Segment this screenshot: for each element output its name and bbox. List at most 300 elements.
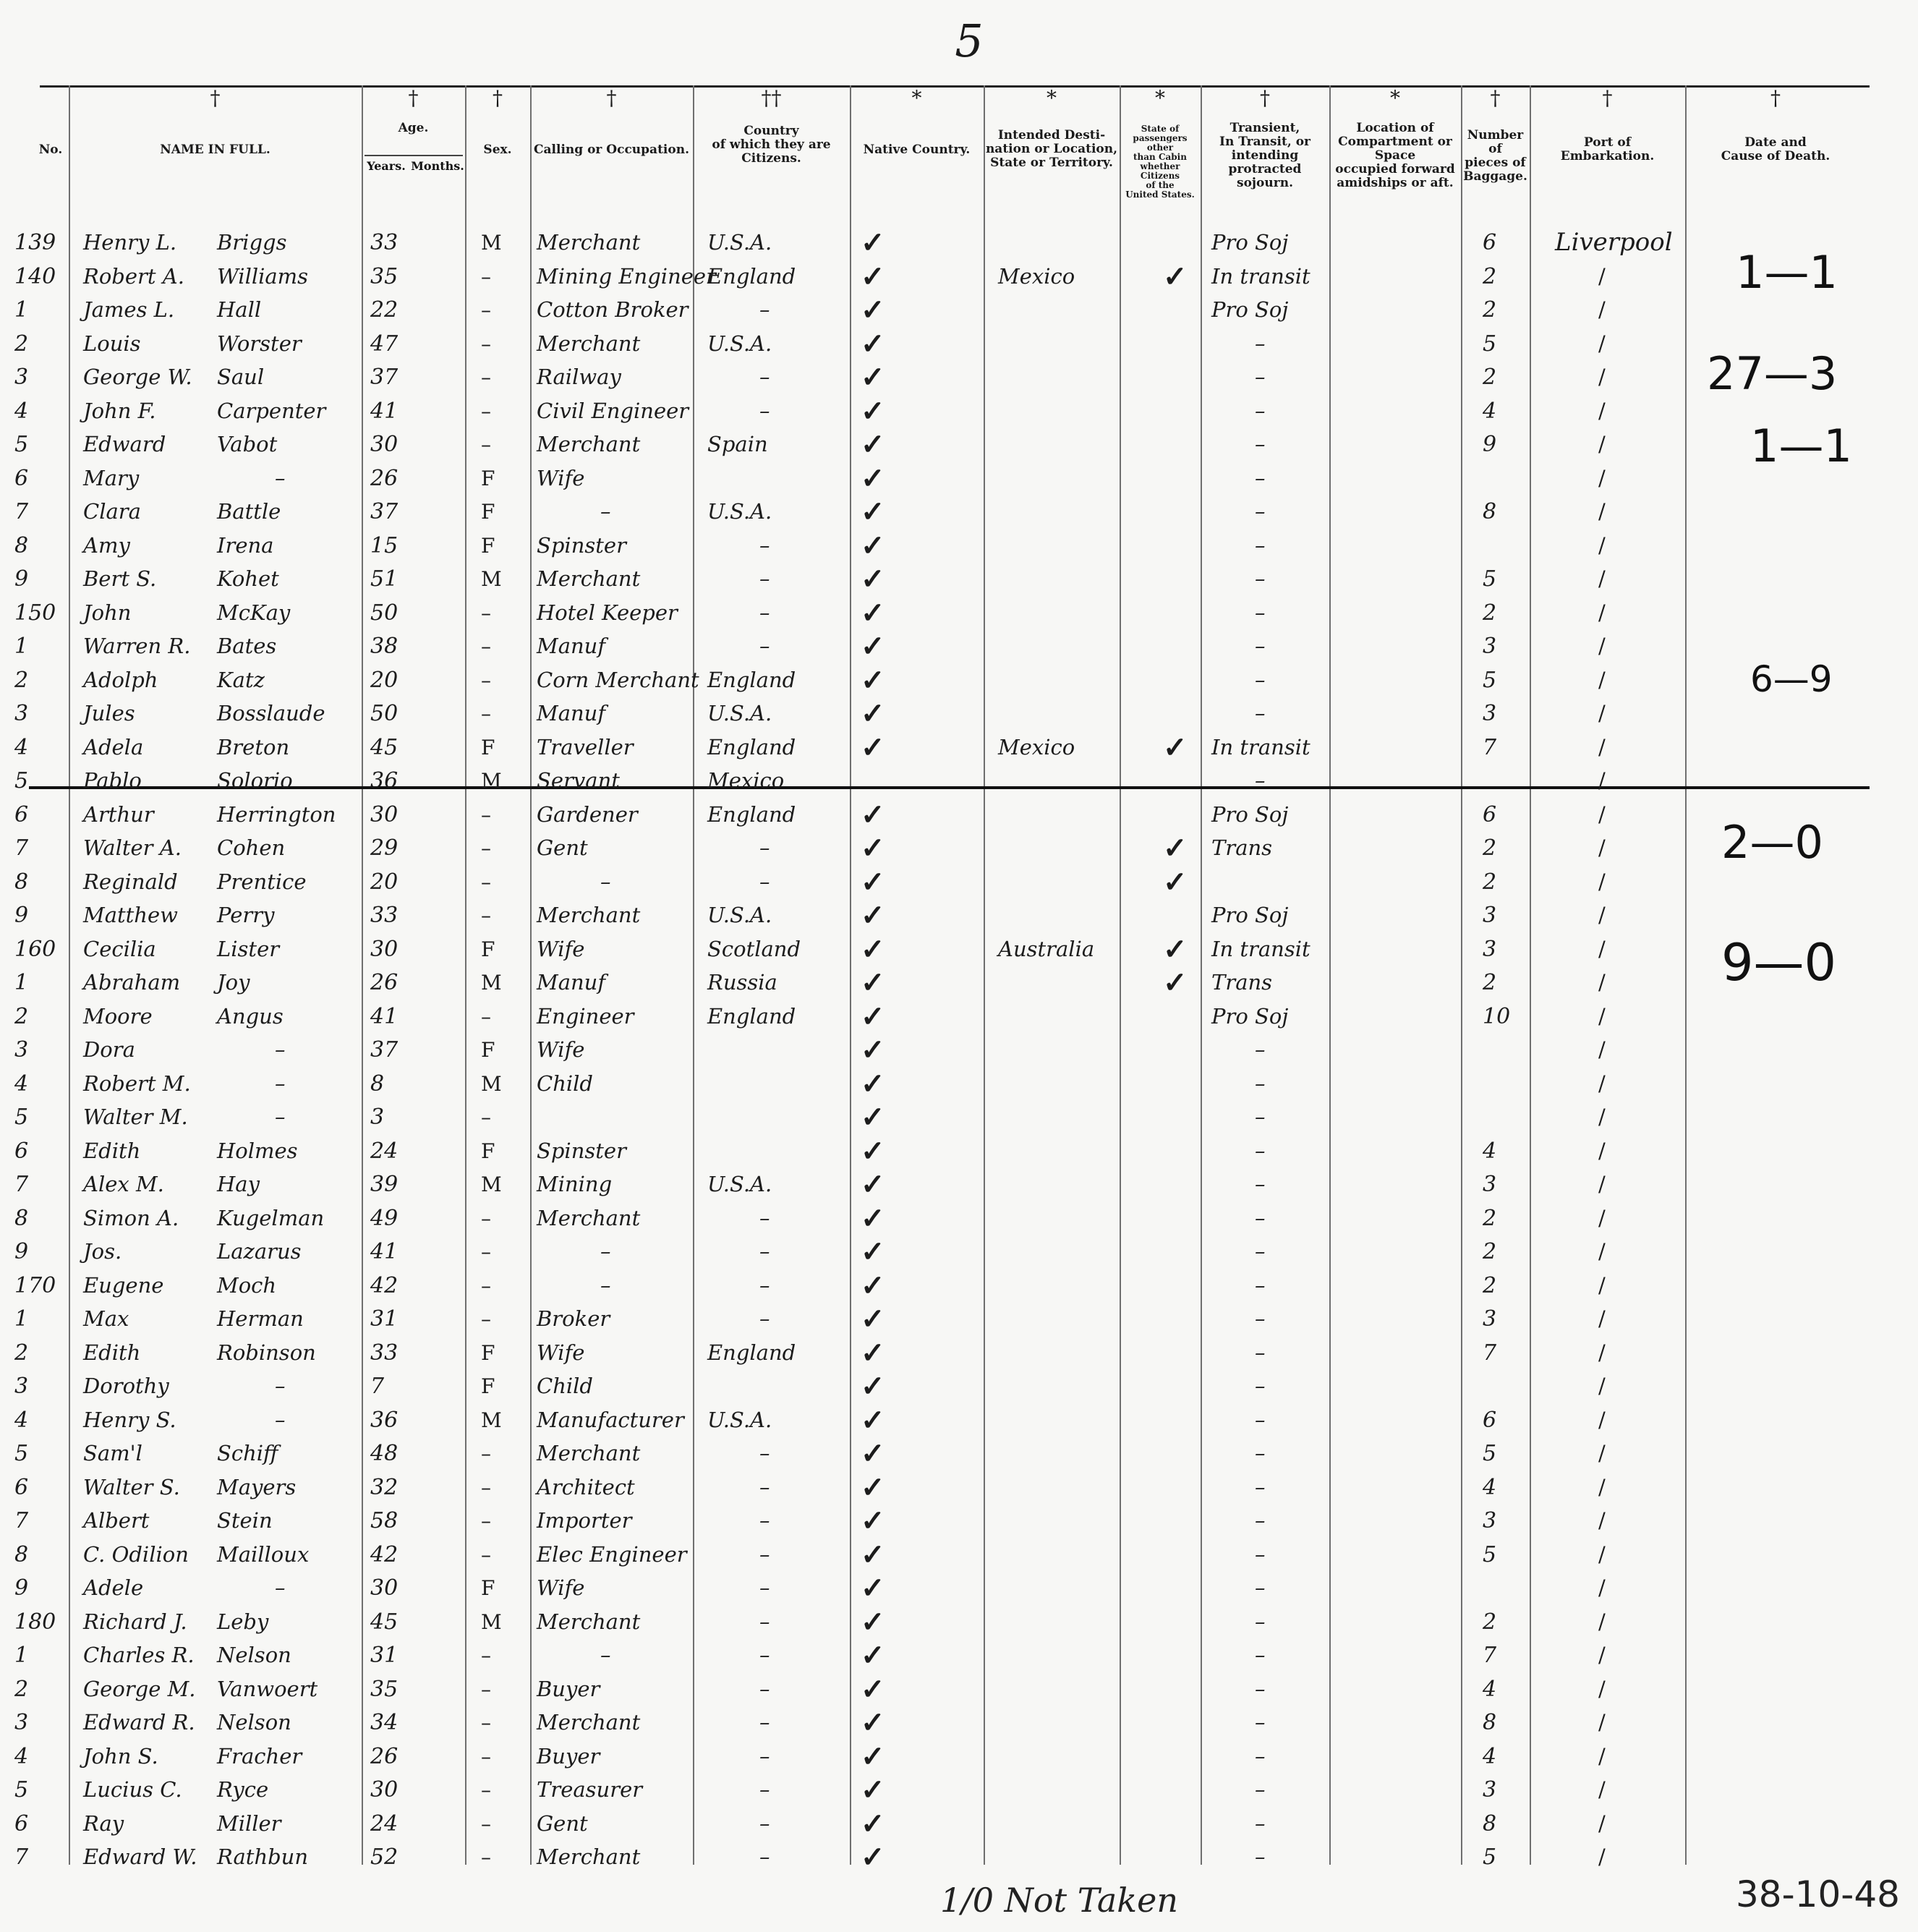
state-mark xyxy=(1163,1571,1199,1605)
native-country: ✓ xyxy=(861,1739,885,1774)
row-number: 8 xyxy=(14,532,29,558)
sex: – xyxy=(481,1744,491,1769)
native-country: ✓ xyxy=(861,1672,885,1706)
surname: Cohen xyxy=(217,835,286,860)
surname: Vanwoert xyxy=(217,1676,318,1701)
sex: – xyxy=(481,1677,491,1701)
native-country: ✓ xyxy=(861,326,885,361)
surname: Mailloux xyxy=(217,1541,310,1567)
citizenship: U.S.A. xyxy=(707,701,772,725)
baggage-count: 8 xyxy=(1483,1710,1497,1735)
citizenship: – xyxy=(759,1810,770,1836)
row-number: 140 xyxy=(14,263,56,289)
table-row xyxy=(0,865,1918,899)
destination xyxy=(998,1807,1117,1841)
age-years: 33 xyxy=(370,230,398,255)
baggage-count: 2 xyxy=(1483,600,1497,626)
baggage-count: 2 xyxy=(1483,869,1497,895)
destination xyxy=(998,1672,1117,1706)
state-mark xyxy=(1163,1302,1199,1336)
given-name: Lucius C. xyxy=(83,1777,182,1802)
state-mark xyxy=(1163,529,1199,563)
native-country: ✓ xyxy=(861,1335,885,1370)
sex: – xyxy=(481,264,491,289)
occupation: Buyer xyxy=(537,1676,600,1701)
given-name: Henry S. xyxy=(83,1407,176,1432)
table-row xyxy=(0,1840,1918,1874)
transient-status: – xyxy=(1255,331,1266,356)
baggage-count: 8 xyxy=(1483,499,1497,524)
surname: Leby xyxy=(217,1609,269,1634)
transient-status: – xyxy=(1255,398,1266,423)
destination: Mexico xyxy=(998,734,1075,759)
table-row xyxy=(0,1100,1918,1134)
occupation: Wife xyxy=(537,1340,585,1365)
row-number: 1 xyxy=(14,297,29,323)
footer-code: 38-10-48 xyxy=(1736,1873,1900,1915)
table-row xyxy=(0,1638,1918,1672)
given-name: Dorothy xyxy=(83,1374,169,1398)
given-name: C. Odilion xyxy=(83,1541,189,1567)
table-row xyxy=(0,1235,1918,1269)
sex: – xyxy=(481,1509,491,1533)
table-row xyxy=(0,1000,1918,1034)
table-row xyxy=(0,1336,1918,1370)
destination xyxy=(998,529,1117,563)
age-years: 50 xyxy=(370,701,398,726)
table-row xyxy=(0,1067,1918,1101)
row-number: 8 xyxy=(14,869,29,895)
header-baggage: † Number of pieces of Baggage. xyxy=(1463,86,1527,184)
surname: Robinson xyxy=(217,1340,316,1365)
given-name: Jules xyxy=(83,701,135,725)
sex: F xyxy=(481,533,495,558)
state-mark xyxy=(1163,1067,1199,1101)
given-name: Richard J. xyxy=(83,1609,187,1634)
baggage-count: 3 xyxy=(1483,1508,1497,1533)
table-row xyxy=(0,1437,1918,1471)
occupation: Gardener xyxy=(537,801,638,827)
citizenship: – xyxy=(759,1743,770,1769)
native-country: ✓ xyxy=(861,1437,885,1471)
state-mark xyxy=(1163,798,1199,832)
given-name: Ray xyxy=(83,1810,124,1836)
transient-status: Trans xyxy=(1211,835,1273,860)
row-number: 3 xyxy=(14,1374,29,1399)
state-mark xyxy=(1163,1840,1199,1874)
citizenship: – xyxy=(759,1272,770,1298)
given-name: Clara xyxy=(83,499,141,524)
transient-status: – xyxy=(1255,701,1266,725)
transient-status: – xyxy=(1255,1138,1266,1163)
table-row xyxy=(0,898,1918,932)
citizenship: England xyxy=(707,801,796,827)
row-number: 1 xyxy=(14,1306,29,1332)
citizenship: England xyxy=(707,1003,796,1029)
row-number: 5 xyxy=(14,1105,29,1130)
table-row xyxy=(0,327,1918,361)
transient-status: – xyxy=(1255,1306,1266,1331)
transient-status: – xyxy=(1255,1541,1266,1567)
port-of-embarkation: / xyxy=(1598,1340,1606,1365)
given-name: Arthur xyxy=(83,801,154,827)
given-name: John F. xyxy=(83,398,156,423)
surname: Williams xyxy=(217,263,309,289)
destination xyxy=(998,1538,1117,1572)
citizenship: – xyxy=(759,1575,770,1600)
baggage-count: 3 xyxy=(1483,1172,1497,1197)
state-mark xyxy=(1163,1605,1199,1639)
occupation: Merchant xyxy=(537,230,641,255)
transient-status: – xyxy=(1255,1508,1266,1533)
baggage-count: 7 xyxy=(1483,734,1497,760)
destination xyxy=(998,461,1117,495)
native-country: ✓ xyxy=(861,864,885,899)
given-name: Reginald xyxy=(83,869,178,894)
occupation: Spinster xyxy=(537,532,626,558)
sex: – xyxy=(481,600,491,625)
baggage-count: 3 xyxy=(1483,936,1497,962)
destination xyxy=(998,1336,1117,1370)
citizenship: – xyxy=(759,1777,770,1802)
given-name: Henry L. xyxy=(83,230,177,255)
age-years: 47 xyxy=(370,331,398,357)
baggage-count: 2 xyxy=(1483,1272,1497,1298)
header-age: † Age. xyxy=(398,86,429,135)
occupation: Merchant xyxy=(537,903,641,927)
port-of-embarkation: / xyxy=(1598,1810,1606,1836)
sex: – xyxy=(481,1105,491,1129)
baggage-count: 2 xyxy=(1483,297,1497,323)
sex: – xyxy=(481,1845,491,1869)
surname: – xyxy=(275,1105,286,1129)
surname: Mayers xyxy=(217,1474,297,1499)
native-country: ✓ xyxy=(861,932,885,966)
transient-status: – xyxy=(1255,1239,1266,1264)
table-row xyxy=(0,932,1918,966)
transient-status: In transit xyxy=(1211,263,1310,289)
surname: – xyxy=(275,1037,286,1062)
row-number: 5 xyxy=(14,432,29,457)
given-name: George M. xyxy=(83,1676,196,1701)
sex: F xyxy=(481,1576,495,1600)
citizenship: – xyxy=(759,532,770,558)
given-name: John xyxy=(83,600,132,625)
transient-status: Pro Soj xyxy=(1211,230,1289,255)
destination xyxy=(998,1840,1117,1874)
surname: Kohet xyxy=(217,566,279,591)
given-name: Charles R. xyxy=(83,1643,195,1667)
transient-status: Pro Soj xyxy=(1211,297,1289,322)
row-number: 5 xyxy=(14,1777,29,1803)
surname: – xyxy=(275,465,286,490)
transient-status: Pro Soj xyxy=(1211,1003,1289,1029)
given-name: Cecilia xyxy=(83,936,156,961)
transient-status: – xyxy=(1255,1810,1266,1836)
header-country: †† Country of which they are Citizens. xyxy=(712,86,831,166)
port-of-embarkation: / xyxy=(1598,1306,1606,1331)
occupation: Gent xyxy=(537,1810,588,1836)
header-name: † NAME IN FULL. xyxy=(160,86,270,157)
citizenship xyxy=(707,1369,848,1403)
citizenship: U.S.A. xyxy=(707,1407,772,1432)
transient-status: – xyxy=(1255,1205,1266,1230)
transient-status: – xyxy=(1255,634,1266,658)
destination xyxy=(998,1269,1117,1303)
surname: Vabot xyxy=(217,432,278,456)
baggage-count: 6 xyxy=(1483,1407,1497,1433)
age-years: 30 xyxy=(370,801,398,827)
given-name: John S. xyxy=(83,1743,158,1769)
citizenship: – xyxy=(759,1609,770,1634)
citizenship: – xyxy=(759,1541,770,1567)
transient-status: – xyxy=(1255,1374,1266,1398)
baggage-count: 3 xyxy=(1483,1306,1497,1332)
native-country: ✓ xyxy=(861,293,885,327)
surname: Briggs xyxy=(217,230,287,255)
row-number: 4 xyxy=(14,1743,29,1769)
transient-status: – xyxy=(1255,566,1266,591)
transient-status: – xyxy=(1255,1172,1266,1196)
transient-status: Trans xyxy=(1211,970,1273,995)
table-row xyxy=(0,966,1918,1000)
surname: Katz xyxy=(217,667,265,692)
baggage-count xyxy=(1483,1571,1526,1605)
state-mark xyxy=(1163,764,1199,798)
citizenship xyxy=(707,1033,848,1067)
row-number: 7 xyxy=(14,835,29,861)
native-country: ✓ xyxy=(861,1201,885,1235)
row-number: 6 xyxy=(14,1474,29,1500)
given-name: Moore xyxy=(83,1003,153,1029)
transient-status: In transit xyxy=(1211,936,1310,961)
occupation: – xyxy=(600,1272,611,1298)
age-years: 15 xyxy=(370,532,398,558)
occupation: Traveller xyxy=(537,734,634,759)
native-country: ✓ xyxy=(861,730,885,765)
occupation: Child xyxy=(537,1374,593,1398)
destination xyxy=(998,327,1117,361)
baggage-count: 2 xyxy=(1483,1239,1497,1264)
given-name: Bert S. xyxy=(83,566,157,591)
native-country: ✓ xyxy=(861,528,885,563)
destination xyxy=(998,798,1117,832)
port-of-embarkation: / xyxy=(1598,1609,1606,1634)
port-of-embarkation: / xyxy=(1598,398,1606,423)
sex: – xyxy=(481,668,491,692)
transient-status: – xyxy=(1255,499,1266,524)
given-name: Adolph xyxy=(83,667,158,692)
surname: Hay xyxy=(217,1172,260,1196)
margin-annotation: 6—9 xyxy=(1750,658,1833,700)
native-country: ✓ xyxy=(861,1537,885,1572)
transient-status: Pro Soj xyxy=(1211,801,1289,827)
baggage-count: 2 xyxy=(1483,263,1497,289)
port-of-embarkation: / xyxy=(1598,936,1606,961)
native-country: ✓ xyxy=(861,495,885,529)
transient-status: – xyxy=(1255,768,1266,793)
state-mark xyxy=(1163,1807,1199,1841)
age-years: 35 xyxy=(370,1676,398,1702)
sex: – xyxy=(481,903,491,927)
sex: – xyxy=(481,1711,491,1735)
row-number: 9 xyxy=(14,1239,29,1264)
native-country: ✓ xyxy=(861,1100,885,1134)
destination xyxy=(998,596,1117,630)
age-years: 24 xyxy=(370,1138,398,1164)
row-number: 2 xyxy=(14,1003,29,1029)
footer-note: 1/0 Not Taken xyxy=(940,1881,1178,1920)
state-mark xyxy=(1163,1235,1199,1269)
occupation: Spinster xyxy=(537,1138,626,1163)
occupation: Elec Engineer xyxy=(537,1541,687,1567)
port-of-embarkation: / xyxy=(1598,667,1606,692)
citizenship: – xyxy=(759,1205,770,1230)
table-row xyxy=(0,1134,1918,1168)
destination xyxy=(998,764,1117,798)
port-of-embarkation: / xyxy=(1598,1743,1606,1769)
port-of-embarkation: / xyxy=(1598,566,1606,591)
native-country: ✓ xyxy=(861,1268,885,1303)
port-of-embarkation: / xyxy=(1598,1037,1606,1062)
destination xyxy=(998,226,1117,260)
surname: Nelson xyxy=(217,1710,291,1735)
row-number: 9 xyxy=(14,566,29,592)
age-years: 7 xyxy=(370,1374,385,1399)
occupation: Wife xyxy=(537,1037,585,1062)
citizenship: U.S.A. xyxy=(707,230,772,255)
given-name: Abraham xyxy=(83,970,181,995)
destination xyxy=(998,1773,1117,1807)
port-of-embarkation: / xyxy=(1598,1474,1606,1499)
transient-status: – xyxy=(1255,1743,1266,1769)
header-age-months: Months. xyxy=(411,159,464,173)
given-name: Alex M. xyxy=(83,1172,164,1196)
transient-status: – xyxy=(1255,1643,1266,1667)
age-years: 52 xyxy=(370,1844,398,1870)
baggage-count: 2 xyxy=(1483,365,1497,390)
baggage-count: 3 xyxy=(1483,634,1497,659)
occupation: Buyer xyxy=(537,1743,600,1769)
native-country: ✓ xyxy=(861,663,885,697)
age-years: 3 xyxy=(370,1105,385,1130)
given-name: Albert xyxy=(83,1508,150,1533)
occupation: Child xyxy=(537,1071,593,1096)
port-of-embarkation: / xyxy=(1598,869,1606,894)
sex: M xyxy=(481,769,502,793)
sex: – xyxy=(481,836,491,860)
given-name: Mary xyxy=(83,465,140,490)
destination xyxy=(998,1369,1117,1403)
baggage-count: 7 xyxy=(1483,1340,1497,1366)
row-number: 5 xyxy=(14,768,29,793)
destination xyxy=(998,1740,1117,1774)
sex: F xyxy=(481,937,495,961)
surname: McKay xyxy=(217,600,291,625)
header-sex: † Sex. xyxy=(483,86,512,157)
row-number: 8 xyxy=(14,1205,29,1231)
age-years: 20 xyxy=(370,667,398,693)
baggage-count xyxy=(1483,764,1526,798)
citizenship: U.S.A. xyxy=(707,331,772,356)
row-number: 1 xyxy=(14,1643,29,1668)
destination xyxy=(998,1067,1117,1101)
surname: Bosslaude xyxy=(217,701,325,725)
transient-status: – xyxy=(1255,1710,1266,1735)
port-of-embarkation: / xyxy=(1598,1575,1606,1600)
occupation: Cotton Broker xyxy=(537,297,689,322)
given-name: Eugene xyxy=(83,1272,164,1298)
state-mark xyxy=(1163,1167,1199,1201)
sex: – xyxy=(481,433,491,456)
occupation: Broker xyxy=(537,1306,610,1331)
citizenship: Spain xyxy=(707,432,768,456)
age-years: 32 xyxy=(370,1474,398,1500)
native-country: ✓ xyxy=(861,1066,885,1101)
baggage-count: 4 xyxy=(1483,1474,1497,1500)
table-row xyxy=(0,1504,1918,1538)
page-number: 5 xyxy=(955,14,984,67)
surname: – xyxy=(275,1374,286,1398)
destination xyxy=(998,1033,1117,1067)
given-name: Edward xyxy=(83,432,166,456)
occupation: Mining xyxy=(537,1172,613,1196)
citizenship: – xyxy=(759,566,770,591)
port-of-embarkation: / xyxy=(1598,768,1606,793)
port-of-embarkation: / xyxy=(1598,1676,1606,1701)
row-number: 6 xyxy=(14,801,29,827)
row-number: 170 xyxy=(14,1272,56,1298)
port-of-embarkation: / xyxy=(1598,903,1606,927)
sex: M xyxy=(481,1071,502,1096)
given-name: Edward R. xyxy=(83,1710,195,1735)
header-transient: † Transient, In Transit, or intending protracted sojourn. xyxy=(1219,86,1310,190)
table-row xyxy=(0,1201,1918,1235)
port-of-embarkation: / xyxy=(1598,532,1606,558)
age-years: 38 xyxy=(370,634,398,659)
occupation: Wife xyxy=(537,465,585,490)
citizenship: Russia xyxy=(707,970,777,995)
occupation: Merchant xyxy=(537,1710,641,1735)
port-of-embarkation: / xyxy=(1598,1205,1606,1230)
native-country: ✓ xyxy=(861,562,885,596)
destination xyxy=(998,1201,1117,1235)
state-mark: ✓ xyxy=(1163,831,1188,865)
citizenship: U.S.A. xyxy=(707,903,772,927)
table-row xyxy=(0,293,1918,327)
table-row xyxy=(0,1538,1918,1572)
sex: – xyxy=(481,869,491,894)
given-name: James L. xyxy=(83,297,175,322)
row-number: 6 xyxy=(14,1810,29,1837)
state-mark xyxy=(1163,360,1199,394)
baggage-count: 4 xyxy=(1483,1743,1497,1769)
destination xyxy=(998,1437,1117,1471)
given-name: Edith xyxy=(83,1340,141,1365)
destination xyxy=(998,293,1117,327)
occupation: Mining Engineer xyxy=(537,263,716,289)
port-of-embarkation: / xyxy=(1598,1374,1606,1398)
destination xyxy=(998,1302,1117,1336)
baggage-count: 4 xyxy=(1483,398,1497,424)
baggage-count: 2 xyxy=(1483,1609,1497,1635)
table-row xyxy=(0,1269,1918,1303)
baggage-count: 5 xyxy=(1483,1541,1497,1567)
age-header-rule xyxy=(365,155,463,156)
sex: – xyxy=(481,1004,491,1029)
state-mark xyxy=(1163,1134,1199,1168)
citizenship: – xyxy=(759,1710,770,1735)
